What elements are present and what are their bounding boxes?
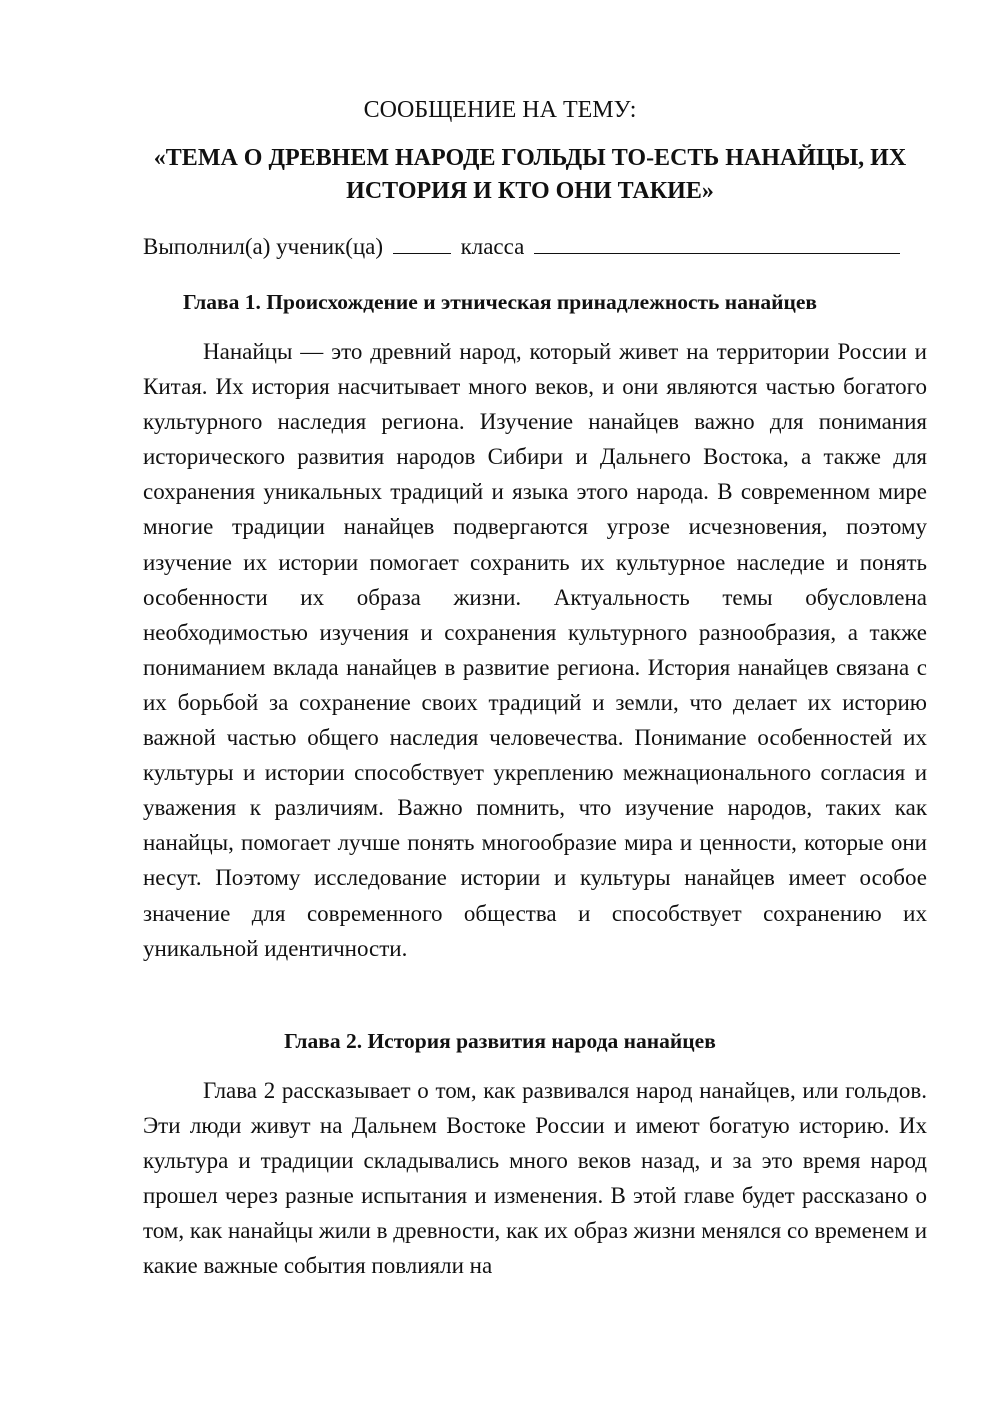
name-blank bbox=[534, 231, 900, 254]
author-prefix: Выполнил(а) ученик(ца) bbox=[143, 234, 384, 259]
author-line bbox=[143, 230, 933, 264]
chapter-2-heading: Глава 2. История развития народа нанайцев bbox=[284, 1029, 716, 1053]
document-header: СООБЩЕНИЕ НА ТЕМУ: bbox=[363, 97, 637, 123]
document-title: «ТЕМА О ДРЕВНЕМ НАРОДЕ ГОЛЬДЫ ТО-ЕСТЬ НАНАЙЦЫ, ИХ ИСТОРИЯ И КТО ОНИ ТАКИЕ» bbox=[153, 145, 907, 204]
chapter-1-paragraph: Нанайцы — это древний народ, который живет на территории России и Китая. Их история насчитывает много веков, и они являются частью богатого культурного наследия региона. Изучение нанайцев важно для понимания исторического развития народов Сибири и Дальнего Востока, а также для сохранения уникальных традиций и языка этого народа. В современном мире многие традиции нанайцев подвергаются угрозе исчезновения, поэтому изучение их истории помогает сохранить их культурное наследие и понять особенности их образа жизни. Актуальность темы обусловлена необходимостью изучения и сохранения культурного разнообразия, а также пониманием вклада нанайцев в развитие региона. История нанайцев связана с их борьбой за сохранение своих традиций и земли, что делает их историю важной частью общего наследия человечества. Понимание особенностей их культуры и истории способствует укреплению межнационального согласия и уважения к различиям. Важно помнить, что изучение народов, таких как нанайцы, помогает лучше понять многообразие мира и ценности, которые они несут. Поэтому исследование истории и культуры нанайцев имеет особое значение для современного общества и способствует сохранению их уникальной идентичности. bbox=[143, 339, 927, 961]
grade-blank bbox=[393, 231, 451, 254]
chapter-2-paragraph: Глава 2 рассказывает о том, как развивался народ нанайцев, или гольдов. Эти люди живут на Дальнем Востоке России и имеют богатую историю. Их культура и традиции складывались много веков назад, и за это время народ прошел через разные испытания и изменения. В этой главе будет рассказано о том, как нанайцы жили в древности, как их образ жизни менялся со временем и какие важные события повлияли на bbox=[143, 1078, 927, 1279]
class-label: класса bbox=[460, 234, 525, 259]
chapter-1-heading: Глава 1. Происхождение и этническая принадлежность нанайцев bbox=[182, 290, 818, 314]
